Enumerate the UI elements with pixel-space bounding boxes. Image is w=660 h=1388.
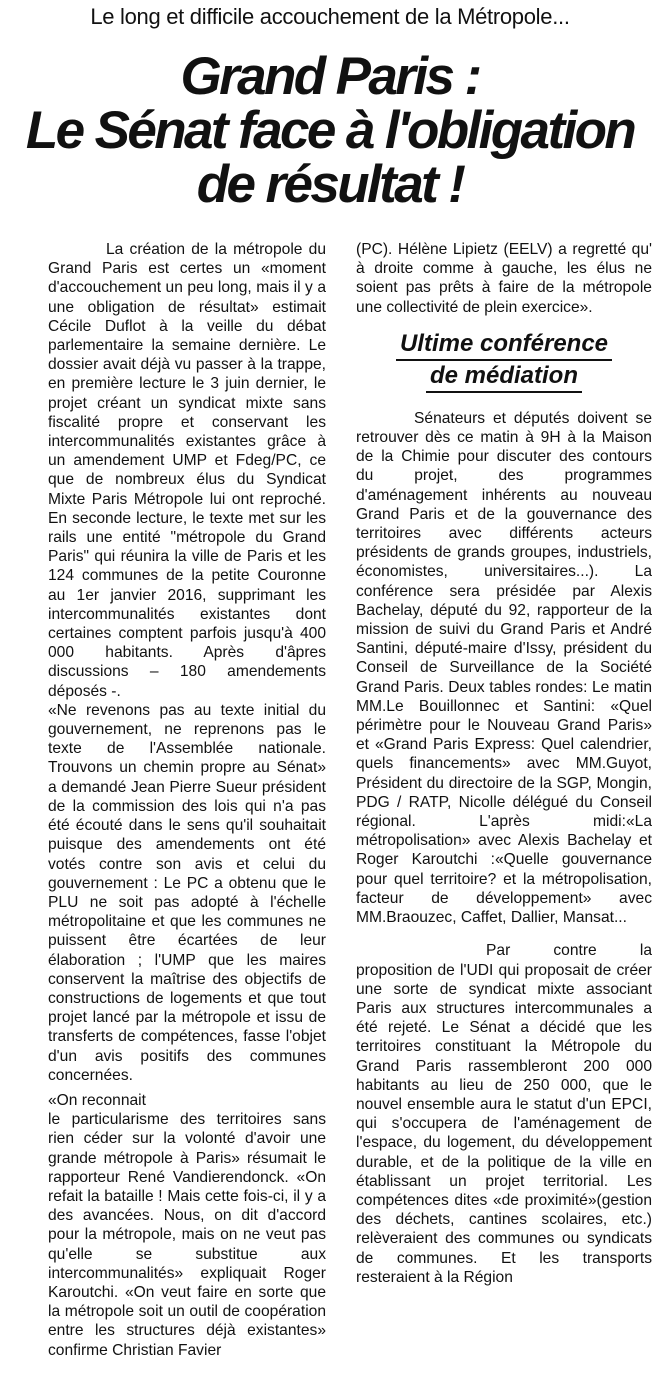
left-paragraph-2: «Ne revenons pas au texte initial du gouvernement, ne reprenons pas le texte de l'Assemblée nationale. Trouvons un chemin propre au Sénat» a demandé Jean Pierre Sueur président de la commission des lois qui n'a pas été écouté dans le sens qu'il souhaitait puisque des amendements ont été votés contre son avis et celui du gouvernement : Le PC a obtenu que le PLU ne soit pas adopté à l'échelle métropolitaine et que les communes ne puissent être écartées de leur élaboration ; l'UMP que les maires conservent la maîtrise des objectifs de constructions de logements et que tout projet lancé par la métropole et issu de transferts de compétences, fasse l'objet d'un avis positifs des communes concernées. [48,701,326,1084]
article-headline [0,47,660,214]
right-paragraph-1: (PC). Hélène Lipietz (EELV) a regretté qu' à droite comme à gauche, les élus ne soient pas prêts à faire de la métropole une collectivité de plein exercice». [356,241,652,316]
left-paragraph-3: «On reconnait [48,1091,146,1109]
article-kicker: Le long et difficile accouchement de la Métropole... [90,4,570,29]
headline-line-1: Grand Paris : [180,47,480,106]
subheading-line-1: Ultime conférence [396,329,612,361]
right-paragraph-3: Par contre la proposition de l'UDI qui proposait de créer une sorte de syndicat mixte associant Paris aux structures intercommunales a été rejeté. Le Sénat a décidé que les territoires constituant la Métropole du Grand Paris rassembleront 200 000 habitants au lieu de 250 000, que le nouvel ensemble aura le statut d'un EPCI, qui s'occupera de l'aménagement de l'espace, du logement, du développement durable, et de la politique de la ville en établissant un projet territorial. Les compétences dites «de proximité»(gestion des déchets, cantines scolaires, etc.) relèveraient des communes ou syndicats de communes. Et les transports resteraient à la Région [356,942,652,1286]
left-column [48,240,326,1386]
right-paragraph-2: Sénateurs et députés doivent se retrouver dès ce matin à 9H à la Maison de la Chimie pour discuter des contours du projet, des programmes d'aménagement inhérents au nouveau Grand Paris et de la gouvernance des territoires avec différents acteurs présidents de grands groupes, industriels, économistes, universitaires...). La conférence sera présidée par Alexis Bachelay, député du 92, rapporteur de la mission de suivi du Grand Paris et André Santini, député-maire d'Issy, président du Conseil de Surveillance de la Société Grand Paris. Deux tables rondes: Le matin MM.Le Bouillonnec et Santini: «Quel périmètre pour le Nouveau Grand Paris» et «Grand Paris Express: Quel calendrier, quels financements» avec MM.Guyot, Président du directoire de la SGP, Mongin, PDG / RATP, Nicolle délégué du Conseil régional. L'après midi:«La métropolisation» avec Alexis Bachelay et Roger Karoutchi :«Quelle gouvernance pour quel territoire? et la métropolisation, facteur de développement» avec MM.Braouzec, Caffet, Dallier, Mansat... [356,409,652,927]
headline-line-2: Le Sénat face à l'obligation [25,101,635,160]
section-subheading [356,329,652,393]
left-paragraph-4: le particularisme des territoires sans rien céder sur la volonté d'avoir une grande métropole à Paris» résumait le rapporteur René Vandierendonck. «On refait la bataille ! Mais cette fois-ci, il y a des avancées. Nous, on dit d'accord pour la métropole, mais on ne veut pas qu'elle se substitue aux intercommunalités» expliquait Roger Karoutchi. «On veut faire en sorte que la métropole soit un outil de coopération entre les structures déjà existantes» confirme Christian Favier [48,1111,326,1359]
left-paragraph-1: La création de la métropole du Grand Paris est certes un «moment d'accouchement un peu long, mais il y a une obligation de résultat» estimait Cécile Duflot à la veille du débat parlementaire la semaine dernière. Le dossier avait déjà vu passer à la trappe, en première lecture le 3 juin dernier, le projet créant un syndicat mixte sans fiscalité propre et conservant les intercommunalités existantes grâce à un amendement UMP et Fdeg/PC, ce que de nombreux élus du Syndicat Mixte Paris Métropole lui ont reproché. En seconde lecture, le texte met sur les rails une entité "métropole du Grand Paris" qui réunira la ville de Paris et les 124 communes de la petite Couronne au 1er janvier 2016, supprimant les intercommunalités existantes dont certaines comptent parfois jusqu'à 400 000 habitants. Après d'âpres discussions – 180 amendements déposés -. [48,241,326,700]
headline-line-3: de résultat ! [196,155,464,214]
subheading-line-2: de médiation [426,361,582,393]
right-column [356,240,652,1386]
